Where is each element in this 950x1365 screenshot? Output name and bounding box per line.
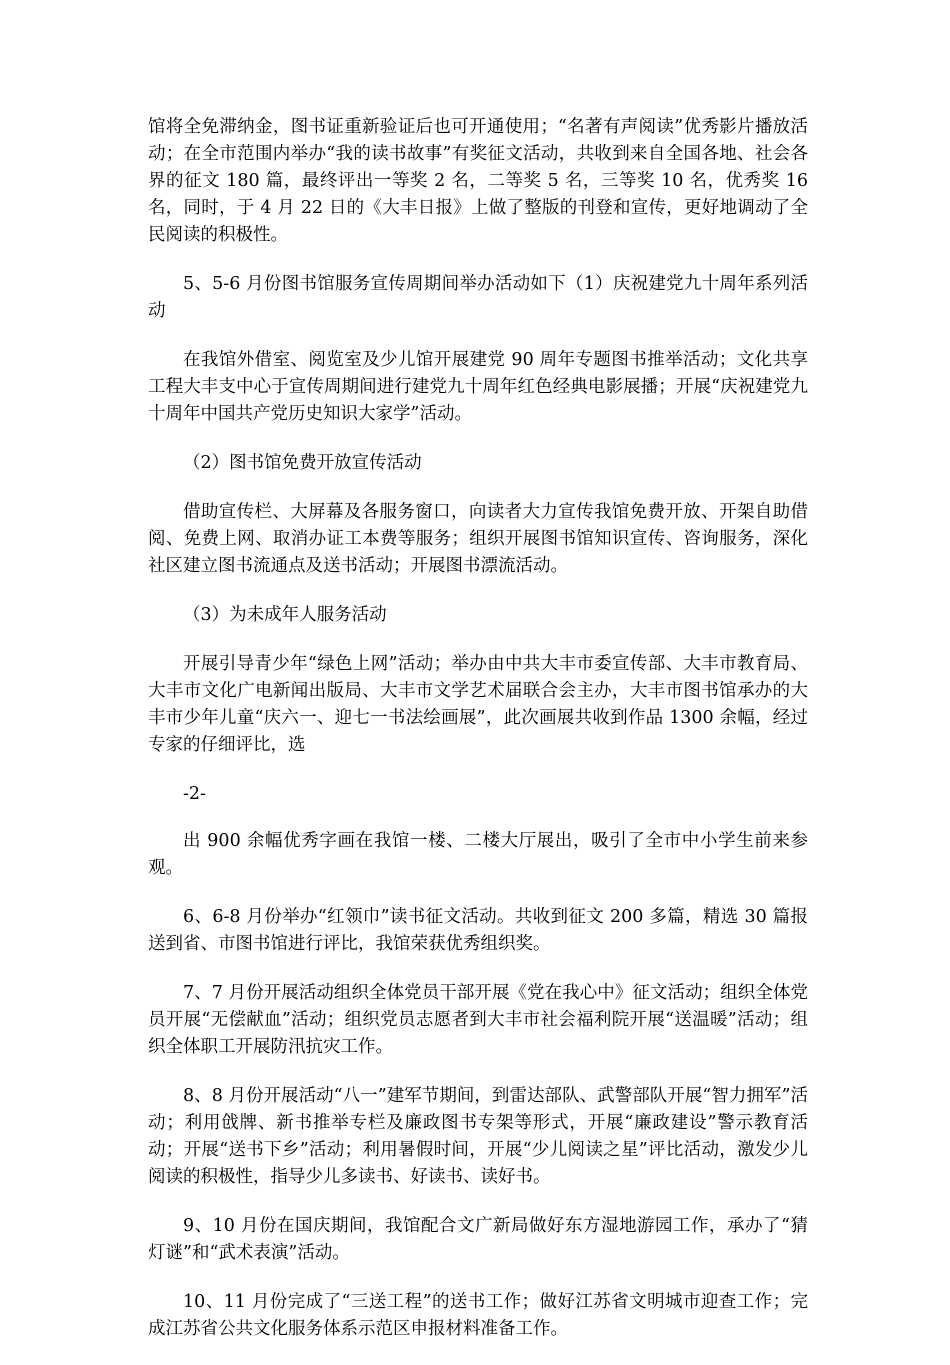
paragraph-item-5: 5、5-6 月份图书馆服务宣传周期间举办活动如下（1）庆祝建党九十周年系列活动: [148, 274, 808, 321]
paragraph-free-opening: 借助宣传栏、大屏幕及各服务窗口，向读者大力宣传我馆免费开放、开架自助借阅、免费上网、取消办证工本费等服务；组织开展图书馆知识宣传、咨询服务，深化社区建立图书流通点及送书活动；开展图书漂流活动。: [148, 502, 808, 576]
paragraph-item-8: 8、8 月份开展活动“八一”建军节期间，到雷达部队、武警部队开展“智力拥军”活动；利用戗牌、新书推举专栏及廉政图书专架等形式，开展“廉政建设”警示教育活动；开展“送书下乡”活动；利用暑假时间，开展“少儿阅读之星”评比活动，激发少儿阅读的积极性，指导少儿多读书、好读书、读好书。: [148, 1086, 808, 1187]
page-number: -2-: [183, 784, 206, 804]
paragraph-item-6: 6、6-8 月份举办“红领巾”读书征文活动。共收到征文 200 多篇，精选 30 篇报送到省、市图书馆进行评比，我馆荣获优秀组织奖。: [148, 907, 808, 954]
paragraph-party-anniversary: 在我馆外借室、阅览室及少儿馆开展建党 90 周年专题图书推举活动；文化共享工程大丰支中心于宣传周期间进行建党九十周年红色经典电影展播；开展“庆祝建党九十周年中国共产党历史知识大家学”活动。: [148, 350, 808, 424]
subheading-free-opening: （2）图书馆免费开放宣传活动: [183, 453, 422, 473]
paragraph-exhibition-continued: 出 900 余幅优秀字画在我馆一楼、二楼大厅展出，吸引了全市中小学生前来参观。: [148, 831, 808, 878]
paragraph-item-7: 7、7 月份开展活动组织全体党员干部开展《党在我心中》征文活动；组织全体党员开展“无偿献血”活动；组织党员志愿者到大丰市社会福利院开展“送温暖”活动；组织全体职工开展防汛抗灾工作。: [148, 983, 808, 1057]
subheading-minors-service: （3）为未成年人服务活动: [183, 605, 387, 625]
document-body: [148, 114, 808, 1365]
paragraph-item-9: 9、10 月份在国庆期间，我馆配合文广新局做好东方湿地游园工作，承办了“猜灯谜”和“武术表演”活动。: [148, 1216, 808, 1263]
paragraph-continued: 馆将全免滞纳金，图书证重新验证后也可开通使用；“名著有声阅读”优秀影片播放活动；在全市范围内举办“我的读书故事”有奖征文活动，共收到来自全国各地、社会各界的征文 180 篇，最终评出一等奖 2 名，二等奖 5 名，三等奖 10 名，优秀奖 16 名，同时，于 4 月 22 日的《大丰日报》上做了整版的刊登和宣传，更好地调动了全民阅读的积极性。: [148, 117, 808, 245]
paragraph-item-10: 10、11 月份完成了“三送工程”的送书工作；做好江苏省文明城市迎查工作；完成江苏省公共文化服务体系示范区申报材料准备工作。: [148, 1292, 808, 1339]
paragraph-minors-service: 开展引导青少年“绿色上网”活动；举办由中共大丰市委宣传部、大丰市教育局、大丰市文化广电新闻出版局、大丰市文学艺术届联合会主办，大丰市图书馆承办的大丰市少年儿童“庆六一、迎七一书法绘画展”，此次画展共收到作品 1300 余幅，经过专家的仔细评比，选: [148, 654, 808, 755]
